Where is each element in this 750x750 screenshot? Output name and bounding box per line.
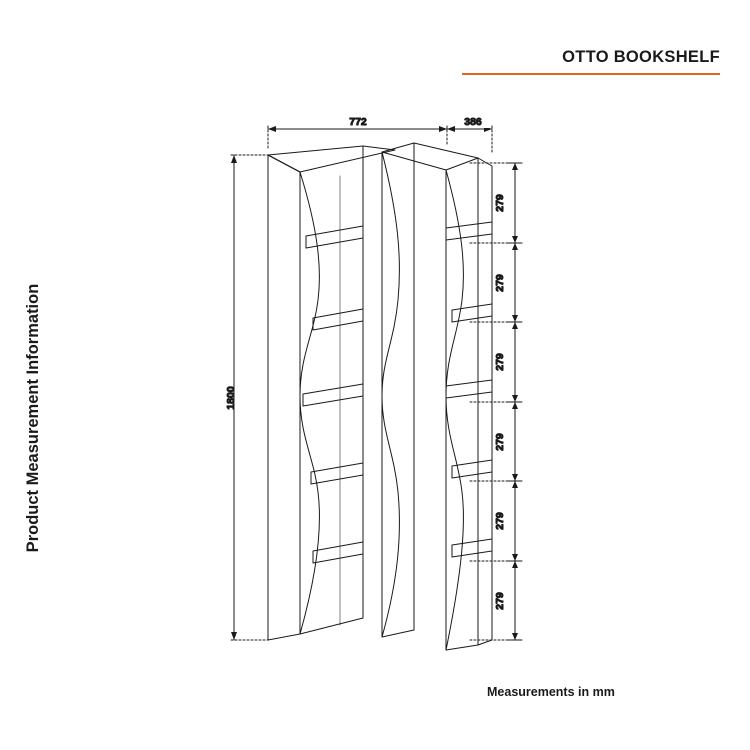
left-unit-shelves <box>303 226 363 563</box>
dim-gap-6-text: 279 <box>494 592 506 610</box>
side-label: Product Measurement Information <box>24 283 42 553</box>
dim-depth-text: 386 <box>464 116 482 128</box>
dimension-labels <box>225 114 506 610</box>
bookshelf-body <box>268 143 492 650</box>
dim-gap-4-text: 279 <box>494 433 506 451</box>
dim-gap-3-text: 279 <box>494 353 506 371</box>
dim-gap-2-text: 279 <box>494 274 506 292</box>
dim-height-text: 1800 <box>225 386 237 410</box>
right-unit-shelves <box>446 222 492 557</box>
measurement-unit-note: Measurements in mm <box>487 685 615 699</box>
dim-gap-5-text: 279 <box>494 512 506 530</box>
page-title: OTTO BOOKSHELF <box>562 48 720 66</box>
dim-gap-1-text: 279 <box>494 194 506 212</box>
dim-width-text: 772 <box>349 116 367 128</box>
